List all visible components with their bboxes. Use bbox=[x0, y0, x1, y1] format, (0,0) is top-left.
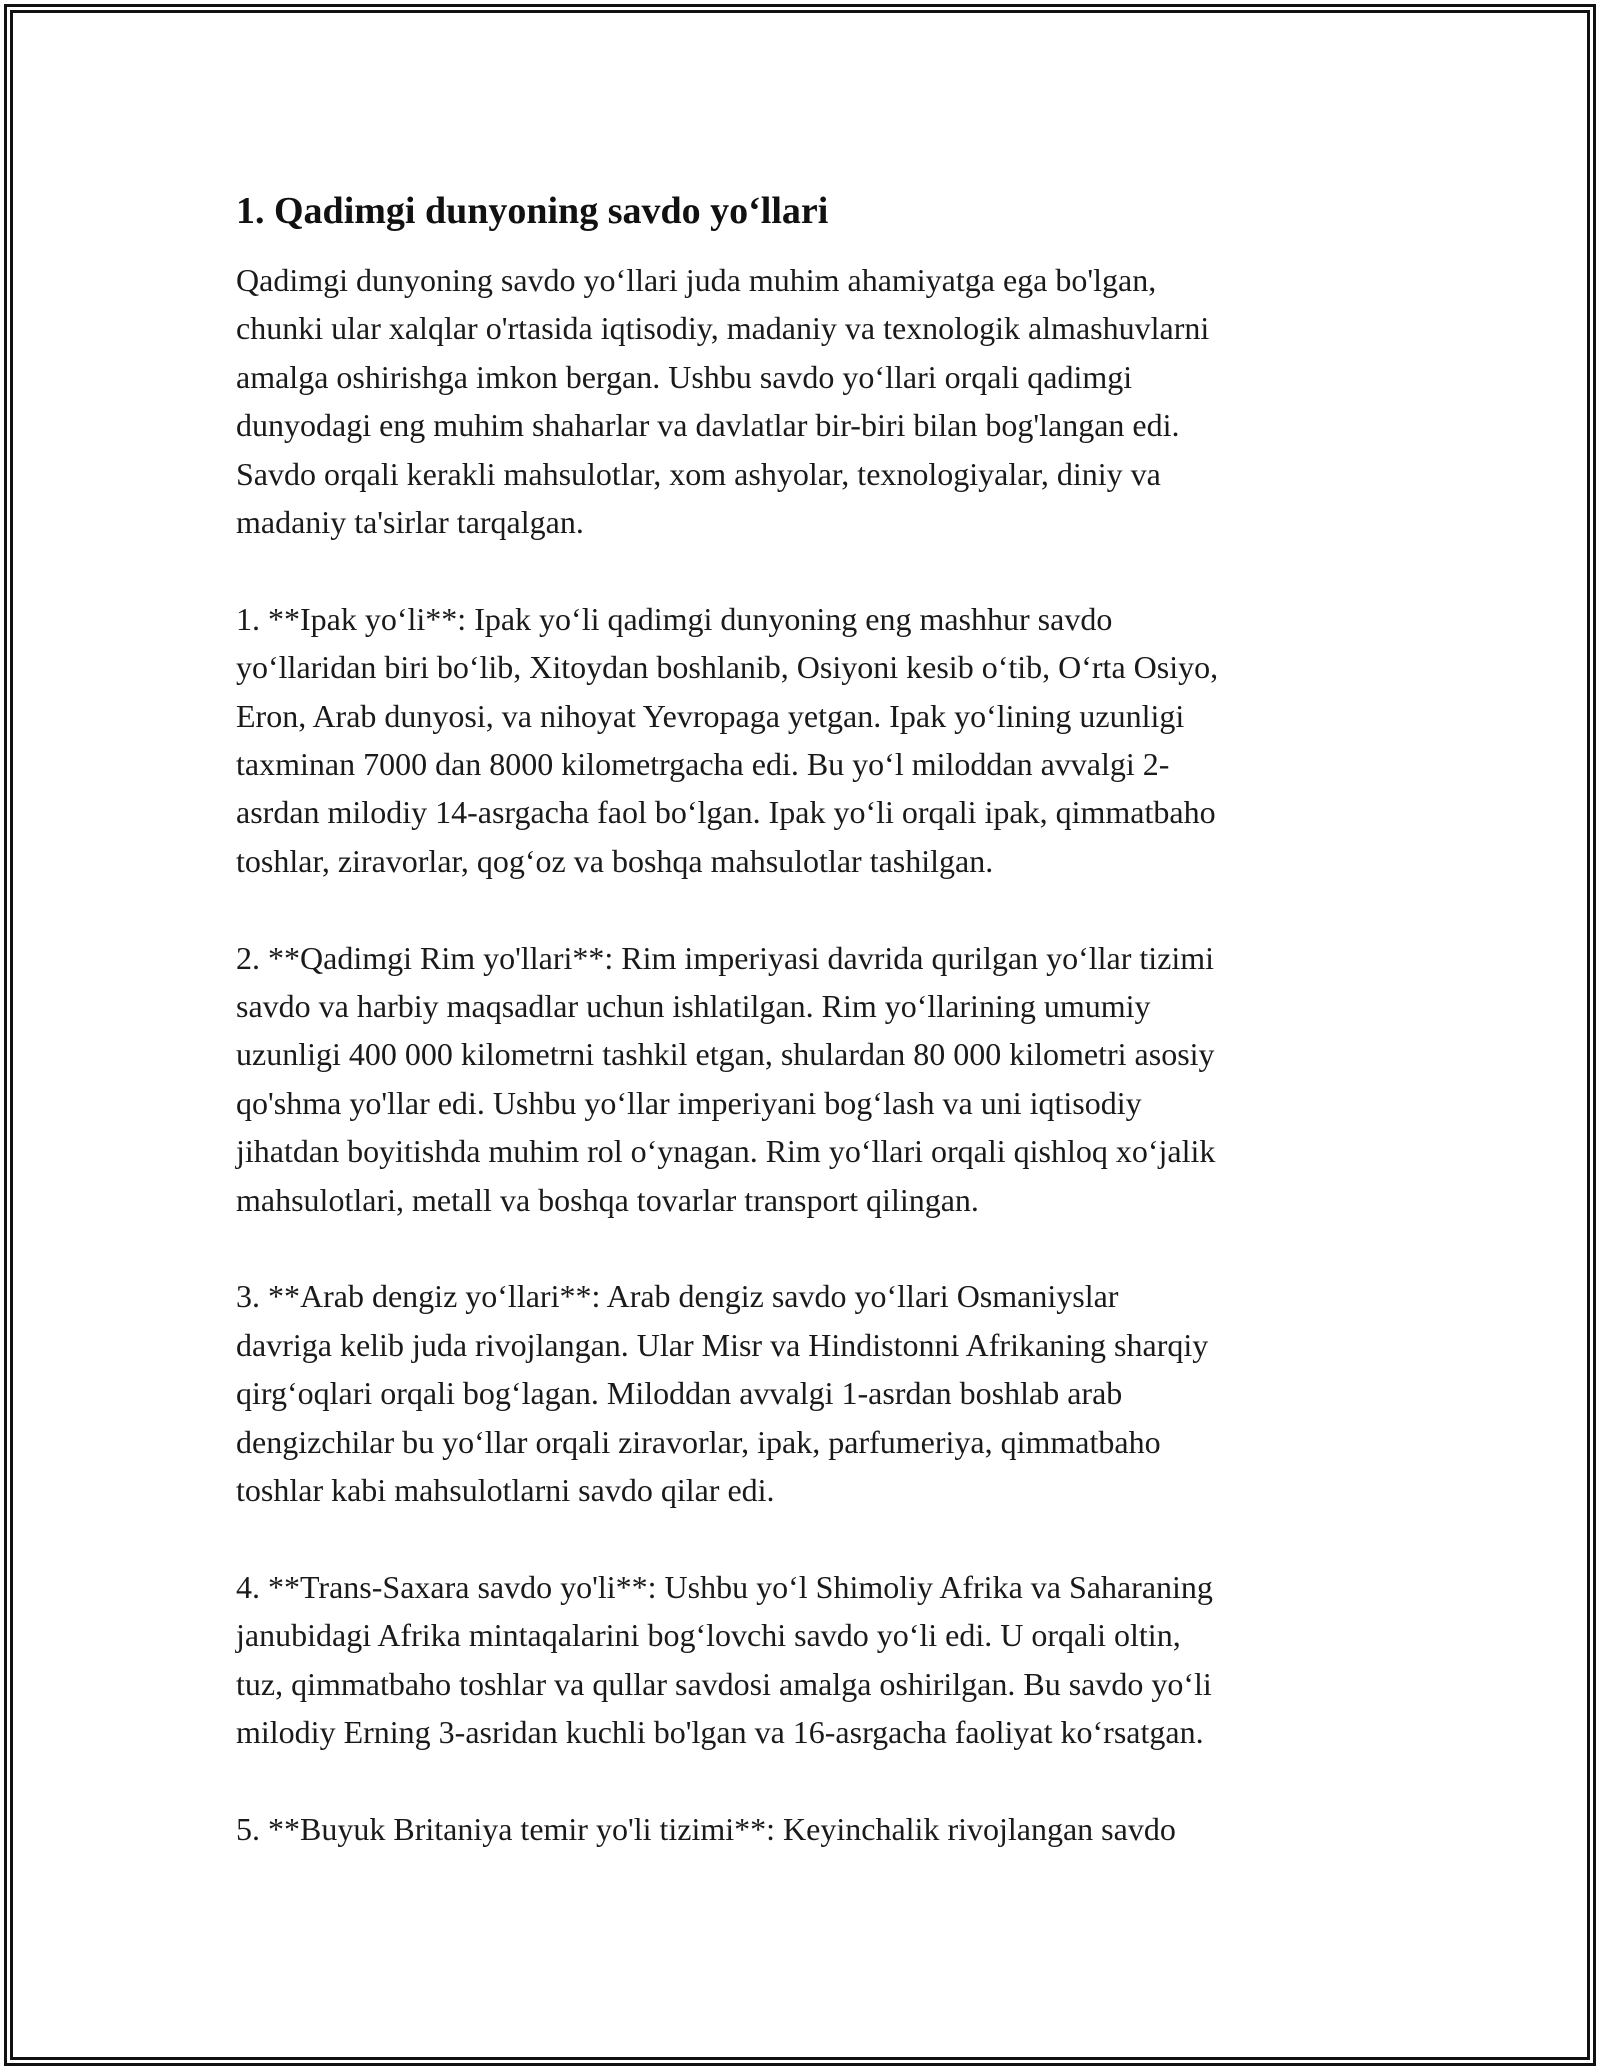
paragraph-trans-saharan-route: 4. **Trans-Saxara savdo yo'li**: Ushbu yo‘l Shimoliy Afrika va Saharaning janubidagi Afrika mintaqalarini bog‘lovchi savdo yo‘li edi. U orqali oltin, tuz, qimmatbaho toshlar va qullar savdosi amalga oshirilgan. Bu savdo yo‘li milodiy Erning 3-asridan kuchli bo'lgan va 16-asrgacha faoliyat ko‘rsatgan. bbox=[236, 1568, 1213, 1751]
intro-paragraph: Qadimgi dunyoning savdo yo‘llari juda muhim ahamiyatga ega bo'lgan, chunki ular xalqlar o'rtasida iqtisodiy, madaniy va texnologik almashuvlarni amalga oshirishga imkon bergan. Ushbu savdo yo‘llari orqali qadimgi dunyodagi eng muhim shaharlar va davlatlar bir-biri bilan bog'langan edi. Savdo orqali kerakli mahsulotlar, xom ashyolar, texnologiyalar, diniy va madaniy ta'sirlar tarqalgan. bbox=[236, 262, 1210, 541]
paragraph-arab-sea-routes: 3. **Arab dengiz yo‘llari**: Arab dengiz savdo yo‘llari Osmaniyslar davriga kelib juda rivojlangan. Ular Misr va Hindistonni Afrikaning sharqiy qirg‘oqlari orqali bog‘lagan. Miloddan avvalgi 1-asrdan boshlab arab dengizchilar bu yo‘llar orqali ziravorlar, ipak, parfumeriya, qimmatbaho toshlar kabi mahsulotlarni savdo qilar edi. bbox=[236, 1278, 1209, 1509]
paragraph-roman-roads: 2. **Qadimgi Rim yo'llari**: Rim imperiyasi davrida qurilgan yo‘llar tizimi savdo va harbiy maqsadlar uchun ishlatilgan. Rim yo‘llarining umumiy uzunligi 400 000 kilometrni tashkil etgan, shulardan 80 000 kilometri asosiy qo'shma yo'llar edi. Ushbu yo‘llar imperiyani bog‘lash va uni iqtisodiy jihatdan boyitishda muhim rol o‘ynagan. Rim yo‘llari orqali qishloq xo‘jalik mahsulotlari, metall va boshqa tovarlar transport qilingan. bbox=[236, 939, 1216, 1218]
paragraph-silk-road: 1. **Ipak yo‘li**: Ipak yo‘li qadimgi dunyoning eng mashhur savdo yo‘llaridan biri bo‘lib, Xitoydan boshlanib, Osiyoni kesib o‘tib, O‘rta Osiyo, Eron, Arab dunyosi, va nihoyat Yevropaga yetgan. Ipak yo‘lining uzunligi taxminan 7000 dan 8000 kilometrgacha edi. Bu yo‘l miloddan avvalgi 2- asrdan milodiy 14-asrgacha faol bo‘lgan. Ipak yo‘li orqali ipak, qimmatbaho toshlar, ziravorlar, qog‘oz va boshqa mahsulotlar tashilgan. bbox=[236, 600, 1219, 879]
document-title: 1. Qadimgi dunyoning savdo yo‘llari bbox=[236, 190, 829, 232]
paragraph-british-railway: 5. **Buyuk Britaniya temir yo'li tizimi**: Keyinchalik rivojlangan savdo bbox=[236, 1810, 1176, 1847]
document-body bbox=[236, 186, 1366, 1853]
